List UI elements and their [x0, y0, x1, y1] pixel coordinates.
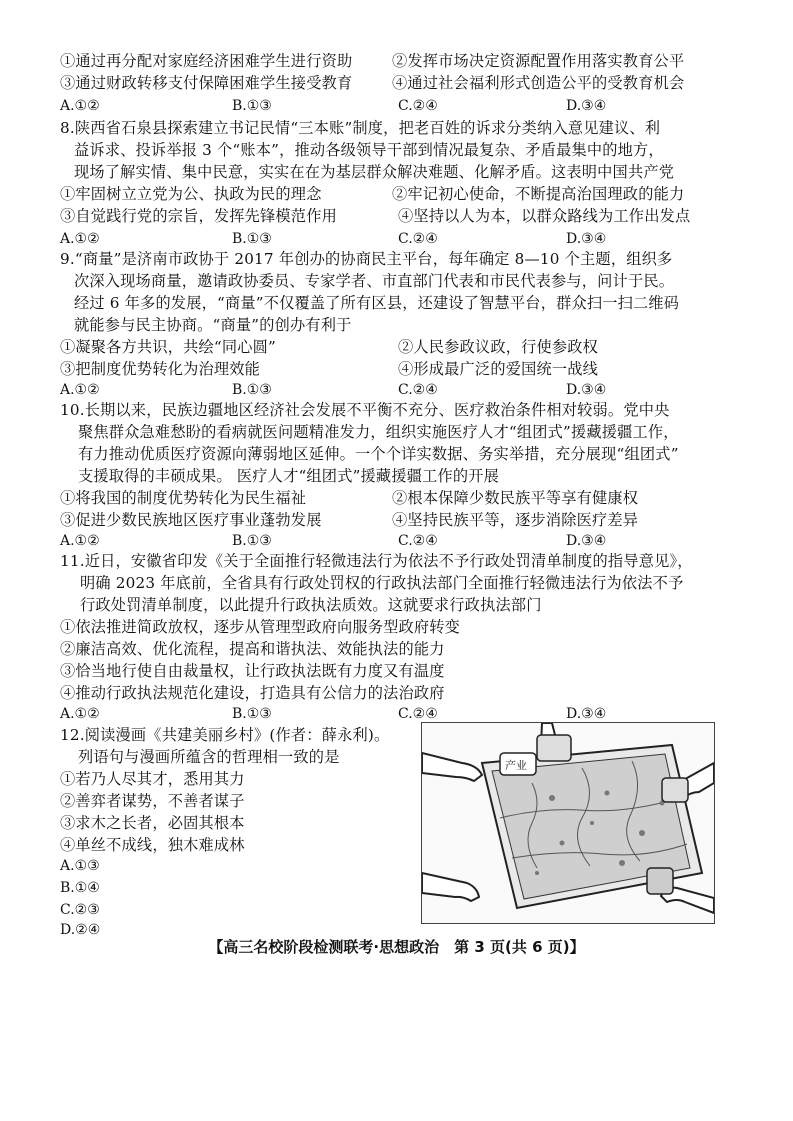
q9-choice-b: B.①③ — [232, 382, 272, 398]
q12-choice-b: B.①④ — [60, 880, 100, 896]
q9-option-3: ③把制度优势转化为治理效能 — [60, 360, 261, 378]
comic-illustration — [421, 722, 715, 924]
q11-choice-a: A.①② — [60, 706, 100, 722]
q10-stem-line-1: 10.长期以来，民族边疆地区经济社会发展不平衡不充分、医疗救治条件相对较弱。党中央 — [60, 401, 670, 419]
q8-choice-d: D.③④ — [566, 231, 607, 247]
q8-choice-a: A.①② — [60, 231, 100, 247]
q9-option-2: ②人民参政议政，行使参政权 — [398, 338, 599, 356]
q12-stem-line-1: 12.阅读漫画《共建美丽乡村》(作者：薛永利)。 — [60, 726, 390, 744]
q9-option-1: ①凝聚各方共识，共绘“同心圆” — [60, 338, 276, 356]
q11-option-2: ②廉洁高效、优化流程，提高和谐执法、效能执法的能力 — [60, 640, 445, 658]
puzzle-hands-drawing — [422, 723, 714, 923]
q12-choice-d: D.②④ — [60, 922, 101, 938]
q12-option-2: ②善弈者谋势，不善者谋子 — [60, 792, 245, 810]
q9-option-4: ④形成最广泛的爱国统一战线 — [398, 360, 599, 378]
page-footer: 【高三名校阶段检测联考·思想政治 第 3 页(共 6 页)】 — [208, 938, 585, 956]
q9-stem-line-1: 9.“商量”是济南市政协于 2017 年创办的协商民主平台，每年确定 8—10 个主题，组织多 — [60, 250, 673, 268]
q10-stem-line-2: 聚焦群众急难愁盼的看病就医问题精准发力，组织实施医疗人才“组团式”援藏援疆工作， — [78, 423, 679, 441]
q10-choice-a: A.①② — [60, 533, 100, 549]
comic-piece-label: 产业 — [505, 759, 527, 772]
q9-stem-line-2: 次深入现场商量，邀请政协委员、专家学者、市直部门代表和市民代表参与，问计于民。 — [74, 272, 675, 290]
q7-option-1: ①通过再分配对家庭经济困难学生进行资助 — [60, 52, 353, 70]
q10-stem-line-4: 支援取得的丰硕成果。 医疗人才“组团式”援藏援疆工作的开展 — [78, 467, 500, 485]
q8-stem-line-3: 现场了解实情、集中民意，实实在在为基层群众解决难题、化解矛盾。这表明中国共产党 — [74, 163, 675, 181]
q12-stem-line-2: 列语句与漫画所蕴含的哲理相一致的是 — [78, 748, 340, 766]
q11-stem-line-2: 明确 2023 年底前，全省具有行政处罚权的行政执法部门全面推行轻微违法行为依法不予 — [80, 574, 684, 592]
q12-option-4: ④单丝不成线，独木难成林 — [60, 836, 245, 854]
q7-option-2: ②发挥市场决定资源配置作用落实教育公平 — [392, 52, 685, 70]
q9-choice-d: D.③④ — [566, 382, 607, 398]
q8-choice-c: C.②④ — [398, 231, 438, 247]
q11-choice-b: B.①③ — [232, 706, 272, 722]
q10-option-1: ①将我国的制度优势转化为民生福祉 — [60, 489, 307, 507]
q8-option-4: ④坚持以人为本，以群众路线为工作出发点 — [398, 207, 691, 225]
q7-choice-d: D.③④ — [566, 98, 607, 114]
q8-stem-line-2: 益诉求、投诉举报 3 个“账本”，推动各级领导干部到情况最复杂、矛盾最集中的地方， — [74, 141, 664, 159]
q10-choice-d: D.③④ — [566, 533, 607, 549]
q12-option-3: ③求木之长者，必固其根本 — [60, 814, 245, 832]
q7-option-3: ③通过财政转移支付保障困难学生接受教育 — [60, 74, 353, 92]
q9-stem-line-3: 经过 6 年多的发展，“商量”不仅覆盖了所有区县，还建设了智慧平台，群众扫一扫二维码 — [74, 294, 680, 312]
q10-option-2: ②根本保障少数民族平等享有健康权 — [392, 489, 639, 507]
q8-option-2: ②牢记初心使命，不断提高治国理政的能力 — [392, 185, 685, 203]
q9-choice-c: C.②④ — [398, 382, 438, 398]
q10-option-4: ④坚持民族平等，逐步消除医疗差异 — [392, 511, 639, 529]
q8-choice-b: B.①③ — [232, 231, 272, 247]
q8-option-1: ①牢固树立立党为公、执政为民的理念 — [60, 185, 322, 203]
q7-option-4: ④通过社会福利形式创造公平的受教育机会 — [392, 74, 685, 92]
q11-stem-line-1: 11.近日，安徽省印发《关于全面推行轻微违法行为依法不予行政处罚清单制度的指导意见》， — [60, 552, 693, 570]
q9-stem-line-4: 就能参与民主协商。“商量”的创办有利于 — [74, 316, 352, 334]
q7-choice-a: A.①② — [60, 98, 100, 114]
q9-choice-a: A.①② — [60, 382, 100, 398]
q10-choice-b: B.①③ — [232, 533, 272, 549]
q12-choice-c: C.②③ — [60, 902, 100, 918]
q11-option-1: ①依法推进简政放权，逐步从管理型政府向服务型政府转变 — [60, 618, 461, 636]
q11-option-3: ③恰当地行使自由裁量权，让行政执法既有力度又有温度 — [60, 662, 445, 680]
q11-choice-c: C.②④ — [398, 706, 438, 722]
q10-stem-line-3: 有力推动优质医疗资源向薄弱地区延伸。一个个详实数据、务实举措，充分展现“组团式” — [78, 445, 679, 463]
q7-choice-c: C.②④ — [398, 98, 438, 114]
q7-choice-b: B.①③ — [232, 98, 272, 114]
q8-stem-line-1: 8.陕西省石泉县探索建立书记民情“三本账”制度，把老百姓的诉求分类纳入意见建议、利 — [60, 119, 661, 137]
q12-choice-a: A.①③ — [60, 858, 100, 874]
q11-choice-d: D.③④ — [566, 706, 607, 722]
q12-option-1: ①若乃人尽其才，悉用其力 — [60, 770, 245, 788]
q11-stem-line-3: 行政处罚清单制度，以此提升行政执法质效。这就要求行政执法部门 — [80, 596, 542, 614]
q10-choice-c: C.②④ — [398, 533, 438, 549]
q11-option-4: ④推动行政执法规范化建设，打造具有公信力的法治政府 — [60, 684, 445, 702]
q10-option-3: ③促进少数民族地区医疗事业蓬勃发展 — [60, 511, 322, 529]
q8-option-3: ③自觉践行党的宗旨，发挥先锋模范作用 — [60, 207, 337, 225]
